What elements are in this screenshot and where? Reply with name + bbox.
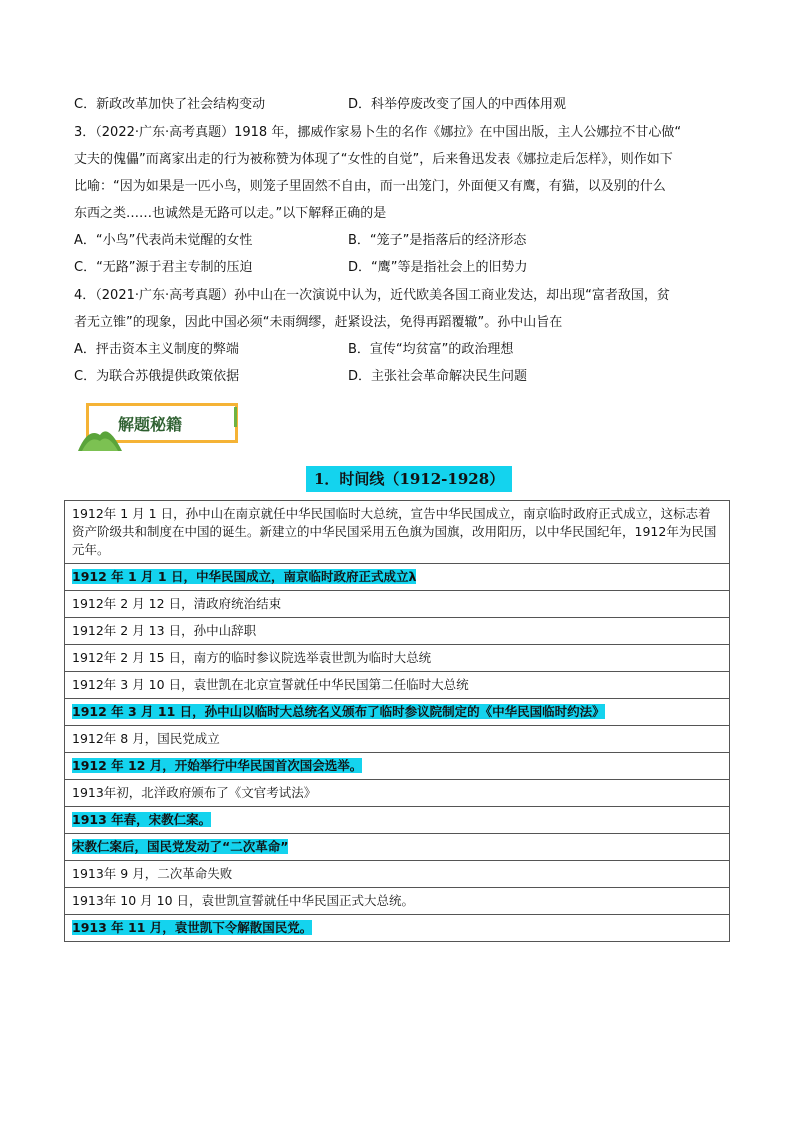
- q3-option-a: A．“小鸟”代表尚未觉醒的女性: [74, 233, 253, 248]
- hill-icon: [78, 421, 122, 451]
- timeline-cell: [65, 672, 730, 699]
- timeline-table: [64, 500, 730, 942]
- q4-option-c: C．为联合苏俄提供政策依据: [74, 369, 240, 384]
- table-row: [65, 915, 730, 942]
- q3-option-row-cd: [74, 259, 528, 277]
- timeline-cell: [65, 861, 730, 888]
- q4-option-row-ab: [74, 341, 514, 359]
- table-row: [65, 591, 730, 618]
- timeline-cell: [65, 699, 730, 726]
- timeline-cell: [65, 564, 730, 591]
- timeline-cell: [65, 618, 730, 645]
- timeline-event: 1912年 1 月 1 日，孙中山在南京就任中华民国临时大总统，宣告中华民国成立，南京临时政府正式成立，这标志着资产阶级共和制度在中国的诞生。新建立的中华民国采用五色旗为国旗，改用阳历，以中华民国纪年，1912年为民国元年。: [72, 506, 717, 557]
- timeline-event: 1913年初，北洋政府颁布了《文官考试法》: [72, 785, 317, 800]
- q4-option-d: D．主张社会革命解决民生问题: [348, 369, 528, 384]
- timeline-cell: [65, 501, 730, 564]
- timeline-cell: [65, 834, 730, 861]
- table-row: [65, 780, 730, 807]
- table-row: [65, 672, 730, 699]
- q4-option-a: A．抨击资本主义制度的弊端: [74, 342, 239, 357]
- timeline-cell: [65, 753, 730, 780]
- timeline-key-event: 1913 年 11 月，袁世凯下令解散国民党。: [72, 920, 313, 935]
- table-row: [65, 834, 730, 861]
- timeline-event: 1912年 8 月，国民党成立: [72, 731, 220, 746]
- timeline-event: 1913年 10 月 10 日，袁世凯宣誓就任中华民国正式大总统。: [72, 893, 415, 908]
- table-row: [65, 807, 730, 834]
- q2-option-c: C．新政改革加快了社会结构变动: [74, 97, 266, 112]
- table-row: [65, 726, 730, 753]
- table-row: [65, 699, 730, 726]
- timeline-event: 1912年 2 月 12 日，清政府统治结束: [72, 596, 282, 611]
- q3-option-b: B．“笼子”是指落后的经济形态: [348, 233, 527, 248]
- timeline-cell: [65, 807, 730, 834]
- q4-option-row-cd: [74, 368, 528, 386]
- q3-stem-line4: 东西之类……也诚然是无路可以走。”以下解释正确的是: [74, 206, 387, 221]
- q3-option-c: C．“无路”源于君主专制的压迫: [74, 260, 253, 275]
- timeline-cell: [65, 888, 730, 915]
- timeline-cell: [65, 915, 730, 942]
- table-row: [65, 888, 730, 915]
- timeline-body: [65, 501, 730, 942]
- timeline-cell: [65, 726, 730, 753]
- table-row: [65, 753, 730, 780]
- q3-stem-line1: 3．（2022·广东·高考真题）1918 年，挪威作家易卜生的名作《娜拉》在中国出版，主人公娜拉不甘心做“: [74, 125, 682, 140]
- table-row: [65, 564, 730, 591]
- banner-title: 解题秘籍: [118, 415, 183, 434]
- timeline-event: 1912年 2 月 15 日，南方的临时参议院选举袁世凯为临时大总统: [72, 650, 432, 665]
- timeline-key-event: 宋教仁案后，国民党发动了“二次革命”: [72, 839, 289, 854]
- timeline-event: 1912年 3 月 10 日，袁世凯在北京宣誓就任中华民国第二任临时大总统: [72, 677, 469, 692]
- q4-stem-line1: 4．（2021·广东·高考真题）孙中山在一次演说中认为，近代欧美各国工商业发达，却出现“富者敌国，贫: [74, 288, 670, 303]
- timeline-event: 1913年 9 月，二次革命失败: [72, 866, 233, 881]
- q3-stem-line2: 丈夫的傀儡”而离家出走的行为被称赞为体现了“女性的自觉”，后来鲁迅发表《娜拉走后怎样》，则作如下: [74, 152, 673, 167]
- q2-option-row: [74, 96, 567, 114]
- q3-stem-line3: 比喻：“因为如果是一匹小鸟，则笼子里固然不自由，而一出笼门，外面便又有鹰，有猫，以及别的什么: [74, 179, 666, 194]
- timeline-key-event: 1912 年 12 月，开始举行中华民国首次国会选举。: [72, 758, 363, 773]
- q2-option-d: D．科举停废改变了国人的中西体用观: [348, 97, 567, 112]
- section-title: 1．时间线（1912-1928）: [306, 466, 512, 492]
- timeline-cell: [65, 645, 730, 672]
- banner-accent-bar: [234, 407, 237, 427]
- q3-option-d: D．“鹰”等是指社会上的旧势力: [348, 260, 528, 275]
- q4-stem-line2: 者无立锥”的现象，因此中国必须“未雨绸缪，赶紧设法，免得再蹈覆辙”。孙中山旨在: [74, 315, 563, 330]
- table-row: [65, 618, 730, 645]
- q4-option-b: B．宣传“均贫富”的政治理想: [348, 342, 514, 357]
- table-row: [65, 645, 730, 672]
- timeline-cell: [65, 591, 730, 618]
- table-row: [65, 861, 730, 888]
- table-row: [65, 501, 730, 564]
- timeline-cell: [65, 780, 730, 807]
- timeline-key-event: 1912 年 3 月 11 日，孙中山以临时大总统名义颁布了临时参议院制定的《中华民国临时约法》: [72, 704, 605, 719]
- timeline-key-event: 1913 年春，宋教仁案。: [72, 812, 212, 827]
- timeline-event: 1912年 2 月 13 日，孙中山辞职: [72, 623, 257, 638]
- tips-banner: [78, 399, 246, 451]
- q3-option-row-ab: [74, 232, 527, 250]
- timeline-key-event: 1912 年 1 月 1 日，中华民国成立，南京临时政府正式成立λ: [72, 569, 417, 584]
